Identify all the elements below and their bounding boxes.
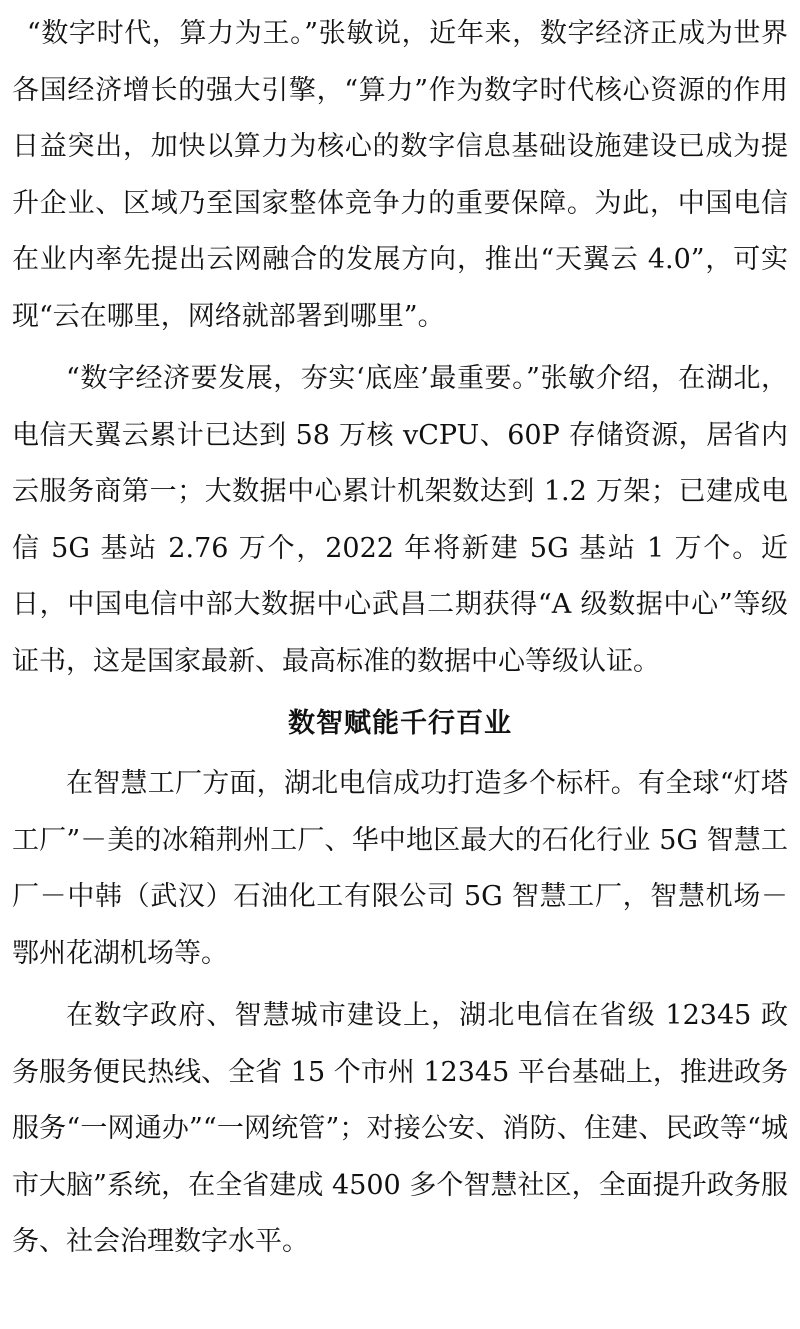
paragraph-smart-factory: 在智慧工厂方面，湖北电信成功打造多个标杆。有全球“灯塔工厂”－美的冰箱荆州工厂、华中地区最大的石化行业 5G 智慧工厂－中韩（武汉）石油化工有限公司 5G 智慧工厂，智慧机场－鄂州花湖机场等。: [12, 768, 788, 969]
paragraph-digital-government: 在数字政府、智慧城市建设上，湖北电信在省级 12345 政务服务便民热线、全省 15 个市州 12345 平台基础上，推进政务服务“一网通办”“一网统管”；对接公安、消防、住建、民政等“城市大脑”系统，在全省建成 4500 多个智慧社区，全面提升政务服务、社会治理数字水平。: [12, 1000, 788, 1257]
paragraph-digital-foundation: “数字经济要发展，夯实‘底座’最重要。”张敏介绍，在湖北，电信天翼云累计已达到 58 万核 vCPU、60P 存储资源，居省内云服务商第一；大数据中心累计机架数达到 1.2 万架；已建成电信 5G 基站 2.76 万个，2022 年将新建 5G 基站 1 万个。近日，中国电信中部大数据中心武昌二期获得“A 级数据中心”等级证书，这是国家最新、最高标准的数据中心等级认证。: [12, 363, 788, 677]
section-heading: 数智赋能千行百业: [288, 708, 512, 739]
paragraph-computing-power: “数字时代，算力为王。”张敏说，近年来，数字经济正成为世界各国经济增长的强大引擎，“算力”作为数字时代核心资源的作用日益突出，加快以算力为核心的数字信息基础设施建设已成为提升企业、区域乃至国家整体竞争力的重要保障。为此，中国电信在业内率先提出云网融合的发展方向，推出“天翼云 4.0”，可实现“云在哪里，网络就部署到哪里”。: [12, 18, 788, 332]
